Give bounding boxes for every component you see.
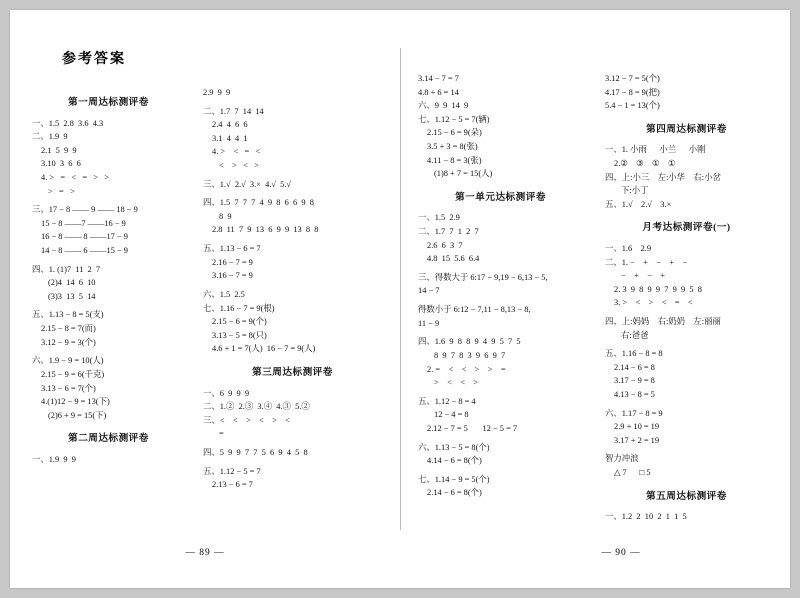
answer-line: 二、1.7 7 14 14 [203,106,264,116]
answer-line: 2.② ③ ① ① [614,158,676,168]
left-page-columns [32,86,382,541]
answer-line: 六、1.17 − 8 = 9 [605,408,663,418]
answer-line: = [219,429,224,439]
answer-line: 8 9 7 8 3 9 6 9 7 [434,350,506,360]
answer-line: 3.10 3 6 6 [41,159,81,169]
answer-line: 5.4 − 1 = 13(个) [605,101,660,111]
answer-line: 一、6 9 9 9 [203,388,250,398]
answer-line: 2.12 − 7 = 5 12 − 5 = 7 [427,423,518,433]
answer-line: 2.15 − 9 = 6(千克) [41,369,105,379]
answer-line: 4.13 − 8 = 5 [614,390,655,400]
answer-line: 得数小于 6:12 − 7,11 − 8,13 − 8, [418,305,531,315]
answer-line: 一、1. 小雨 小兰 小刚 [605,145,706,155]
answer-line: > = > [48,186,75,196]
answer-line: 3. > < > < = < [614,298,693,308]
answer-line: < > < > [219,161,259,171]
answer-line: 五、1.13 − 8 = 5(支) [32,310,104,320]
answer-line: 4.11 − 8 = 3(张) [427,155,482,165]
answer-line: 2. = < < > > = [427,364,506,374]
answer-line: 3.17 − 9 = 8 [614,376,655,386]
answer-line: 六、9 9 14 9 [418,101,469,111]
page-title: 参考答案 [62,52,126,67]
answer-line: (3)3 13 5 14 [48,291,96,301]
answer-line: 15 − 8 ——7 ——16 − 9 [41,218,126,228]
answer-line: 五、1.16 − 8 = 8 [605,349,663,359]
answer-line: 3.12 − 9 = 3(个) [41,337,96,347]
left-column-1 [32,86,193,541]
answer-line: 3.16 − 7 = 9 [212,271,253,281]
answer-line: > < < > [434,378,479,388]
answer-line: 五、1.13 − 6 = 7 [203,244,261,254]
answer-line: △ 7 □ 5 [614,468,651,478]
answer-line: 一、1.5 2.8 3.6 4.3 [32,118,104,128]
answer-line: 三、17 − 8 —— 9 —— 18 − 9 [32,205,138,215]
section-heading: 月考达标测评卷(一) [642,222,731,234]
answer-line: 2.1 5 9 9 [41,145,77,155]
answer-line: 4. > = < = > > [41,172,110,182]
answer-line: 三、1.√ 2.√ 3.× 4.√ 5.√ [203,179,292,189]
answer-line: 七、1.12 − 5 = 7(辆) [418,114,490,124]
answer-key-page [10,10,790,588]
answer-line: 二、1.9 9 [32,132,68,142]
answer-line: 2.15 − 6 = 9(朵) [427,128,482,138]
answer-line: 下:小丁 [621,186,649,196]
answer-line: 一、1.5 2.9 [418,213,460,223]
answer-line: 12 − 4 = 8 [434,410,469,420]
answer-line: 2.14 − 6 = 8(个) [427,488,482,498]
answer-line: 3.14 − 7 = 7 [418,74,459,83]
answer-line: 2.16 − 7 = 9 [212,257,253,267]
section-heading: 第四周达标测评卷 [646,123,727,135]
answer-line: 4.8 15 5.6 6.4 [427,254,480,264]
answer-line: 2.6 6 3 7 [427,240,463,250]
book-spread [10,10,790,588]
answer-line: − + − + [621,271,666,281]
answer-line: 3.5 + 3 = 8(张) [427,142,478,152]
answer-line: 2.8 11 7 9 13 6 9 9 13 8 8 [212,225,319,235]
answer-line: 六、1.5 2.5 [203,289,245,299]
answer-line: 四、1.5 7 7 7 4 9 8 6 6 9 8 [203,198,314,208]
answer-line: 四、上:妈妈 右:奶奶 左:丽丽 [605,316,721,326]
answer-line: 一、1.9 9 9 [32,454,76,464]
left-column-2 [193,86,382,541]
answer-line: 二、1.7 7 1 2 7 [418,227,479,237]
answer-line: 四、1. (1)7 11 2 7 [32,264,101,274]
answer-line: 智力冲浪 [605,454,639,464]
answer-line: 4.8 + 6 = 14 [418,87,459,97]
answer-line: 14 − 7 [418,286,440,296]
section-heading: 第二周达标测评卷 [68,433,149,445]
answer-line: 六、1.9 − 9 = 10(人) [32,356,104,366]
answer-line: 14 − 8 —— 6 ——15 − 9 [41,246,128,256]
section-heading: 第三周达标测评卷 [252,366,333,378]
answer-line: 2.15 − 6 = 9(个) [212,317,267,327]
answer-line: 3.13 − 5 = 8(只) [212,330,267,340]
answer-line: (2)6 + 9 = 15(下) [48,410,107,420]
answer-line: 3.1 4 4 1 [212,133,248,143]
answer-line: 七、1.14 − 9 = 5(个) [418,474,490,484]
answer-line: 四、上:小三 左:小华 右:小岔 [605,172,721,182]
right-page [400,10,790,588]
section-heading: 第五周达标测评卷 [646,490,727,502]
answer-line: 8 9 [219,211,232,221]
answer-line: (2)4 14 6 10 [48,278,96,288]
page-gutter-divider [400,48,401,530]
answer-line: 4. > < = < [212,147,261,157]
answer-line: 3.17 + 2 = 19 [614,435,660,445]
answer-line: 七、1.16 − 7 = 9(根) [203,303,275,313]
answer-line: 4.17 − 8 = 9(把) [605,87,660,97]
left-page [10,10,400,588]
answer-line: 六、1.13 − 5 = 8(个) [418,442,490,452]
answer-line: 4.(1)12 − 9 = 13(下) [41,397,110,407]
section-heading: 第一单元达标测评卷 [455,191,546,203]
right-column-2 [593,72,768,527]
answer-line: 四、1.6 9 8 8 9 4 9 5 7 5 [418,337,521,347]
answer-line: 2.14 − 6 = 8 [614,362,655,372]
answer-line: 2.15 − 8 = 7(而) [41,324,96,334]
answer-line: 右:爸爸 [621,330,649,340]
answer-line: 2.9 9 9 [203,88,231,97]
answer-line: 4.14 − 6 = 8(个) [427,456,482,466]
page-number-left: — 89 — [185,548,225,558]
answer-line: 3.12 − 7 = 5(个) [605,74,660,83]
section-heading: 第一周达标测评卷 [68,97,149,108]
answer-line: 2.13 − 6 = 7 [212,480,253,490]
answer-line: 五、1.√ 2.√ 3.× [605,199,672,209]
answer-line: 2.4 4 6 6 [212,120,248,130]
answer-line: 一、1.6 2.9 [605,243,652,253]
page-number-right: — 90 — [601,548,641,558]
right-page-top-spacer [418,48,768,72]
answer-line: 3.13 − 6 = 7(个) [41,383,96,393]
answer-line: 二、1.② 2.③ 3.④ 4.③ 5.② [203,402,310,412]
right-page-columns [418,72,768,527]
answer-line: 三、< < > < > < [203,415,290,425]
answer-line: (1)8 + 7 = 15(人) [434,169,493,179]
answer-line: 五、1.12 − 8 = 4 [418,396,476,406]
answer-line: 一、1.2 2 10 2 1 1 5 [605,512,687,522]
answer-line: 四、5 9 9 7 7 5 6 9 4 5 8 [203,447,308,457]
answer-line: 16 − 8 —— 8 ——17 − 9 [41,232,128,242]
answer-line: 4.6 + 1 = 7(人) 16 − 7 = 9(人) [212,344,316,354]
right-column-1 [418,72,593,527]
answer-line: 11 − 9 [418,318,440,328]
answer-line: 五、1.12 − 5 = 7 [203,466,261,476]
answer-line: 三、得数大于 6:17 − 9,19 − 6,13 − 5, [418,272,548,282]
answer-line: 2.9 + 10 = 19 [614,422,660,432]
answer-line: 二、1. − + − + − [605,257,688,267]
answer-line: 2. 3 9 8 9 9 7 9 9 5 8 [614,284,702,294]
